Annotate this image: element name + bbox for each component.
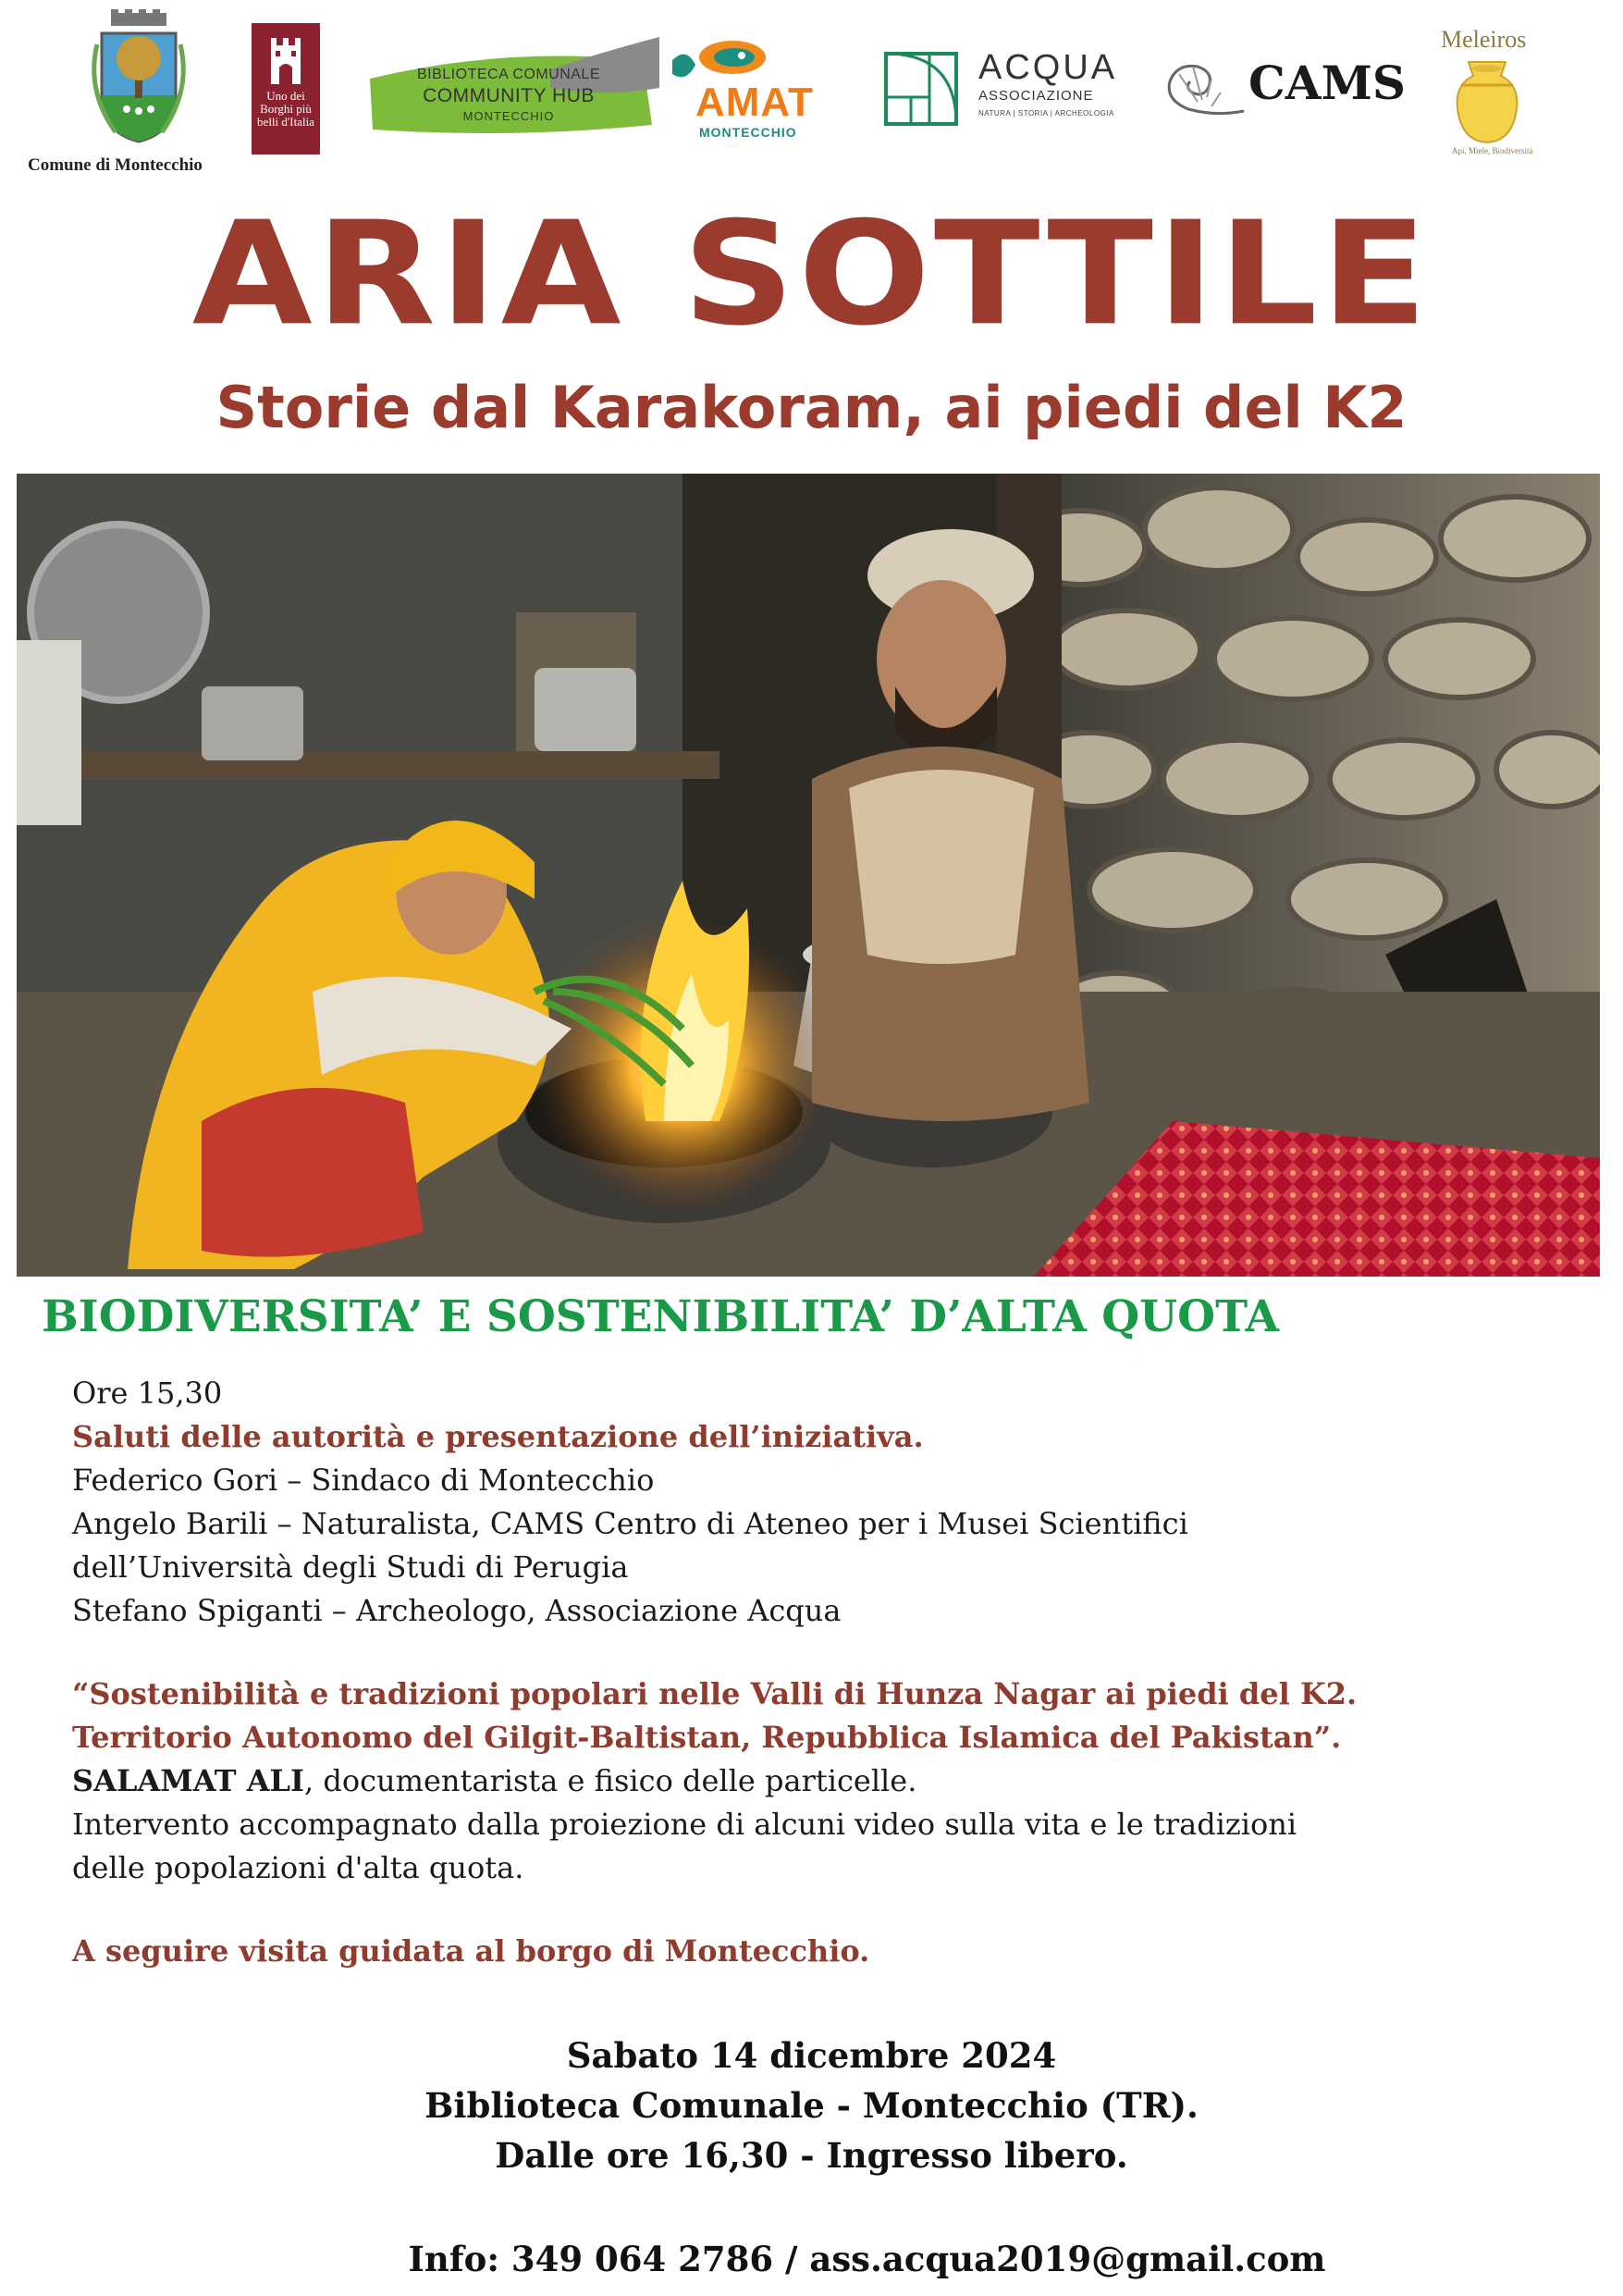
meleiros-tagline: Api, Miele, Biodiversità [1452,146,1533,155]
acqua-sub: ASSOCIAZIONE [978,88,1094,104]
acqua-golden-spiral-logo [883,51,959,127]
acqua-tagline: NATURA | STORIA | ARCHEOLOGIA [978,109,1114,117]
amat-name: AMAT [695,80,814,125]
hub-line3: MONTECCHIO [462,109,555,123]
cams-name: CAMS [1248,56,1407,110]
presenter-name: SALAMAT ALI [72,1763,305,1798]
event-title: ARIA SOTTILE [191,190,1432,358]
honey-jar-icon [1450,57,1524,145]
talk-note-line2: delle popolazioni d'alta quota. [72,1850,524,1885]
borghi-label: Uno dei Borghi più belli d'Italia [257,89,314,129]
hub-line1: BIBLIOTECA COMUNALE [417,67,600,82]
speaker-1: Federico Gori – Sindaco di Montecchio [72,1463,655,1498]
presenter-line [72,1763,916,1798]
comune-label: Comune di Montecchio [28,155,203,175]
event-photo [17,474,1600,1277]
talk-title-line2: Territorio Autonomo del Gilgit-Baltistan, Repubblica Islamica del Pakistan”. [72,1720,1342,1755]
logo-strip [0,0,1623,185]
hub-line2: COMMUNITY HUB [423,85,595,106]
program-greetings: Saluti delle autorità e presentazione dell’iniziativa. [72,1419,924,1454]
talk-note-line1: Intervento accompagnato dalla proiezione di alcuni video sulla vita e le tradizioni [72,1807,1297,1842]
event-subtitle: Storie dal Karakoram, ai piedi del K2 [215,374,1408,441]
event-venue: Biblioteca Comunale - Montecchio (TR). [424,2085,1199,2126]
meleiros-name: Meleiros [1441,26,1527,53]
program-time: Ore 15,30 [72,1376,223,1411]
event-hours: Dalle ore 16,30 - Ingresso libero. [495,2135,1128,2176]
acqua-name: ACQUA [978,48,1118,87]
section-heading: BIODIVERSITA’ E SOSTENIBILITA’ D’ALTA QUOTA [42,1291,1279,1342]
comune-crest-logo [88,7,190,146]
speaker-2-line1: Angelo Barili – Naturalista, CAMS Centro di Ateneo per i Musei Scientifici [72,1506,1188,1541]
tower-icon [267,36,304,84]
talk-title-line1: “Sostenibilità e tradizioni popolari nelle Valli di Hunza Nagar ai piedi del K2. [72,1676,1358,1711]
speaker-3: Stefano Spiganti – Archeologo, Associazione Acqua [72,1593,842,1628]
cams-shell-icon [1161,56,1248,120]
contact-info: Info: 349 064 2786 / ass.acqua2019@gmail.com [408,2239,1326,2279]
event-date: Sabato 14 dicembre 2024 [566,2035,1057,2076]
presenter-role: , documentarista e fisico delle particelle. [304,1763,917,1798]
borghi-logo [252,23,320,154]
speaker-2-line2: dell’Università degli Studi di Perugia [72,1549,629,1585]
followup-note: A seguire visita guidata al borgo di Montecchio. [72,1933,870,1969]
hub-logo-text [370,67,647,123]
amat-sub: MONTECCHIO [699,125,797,140]
